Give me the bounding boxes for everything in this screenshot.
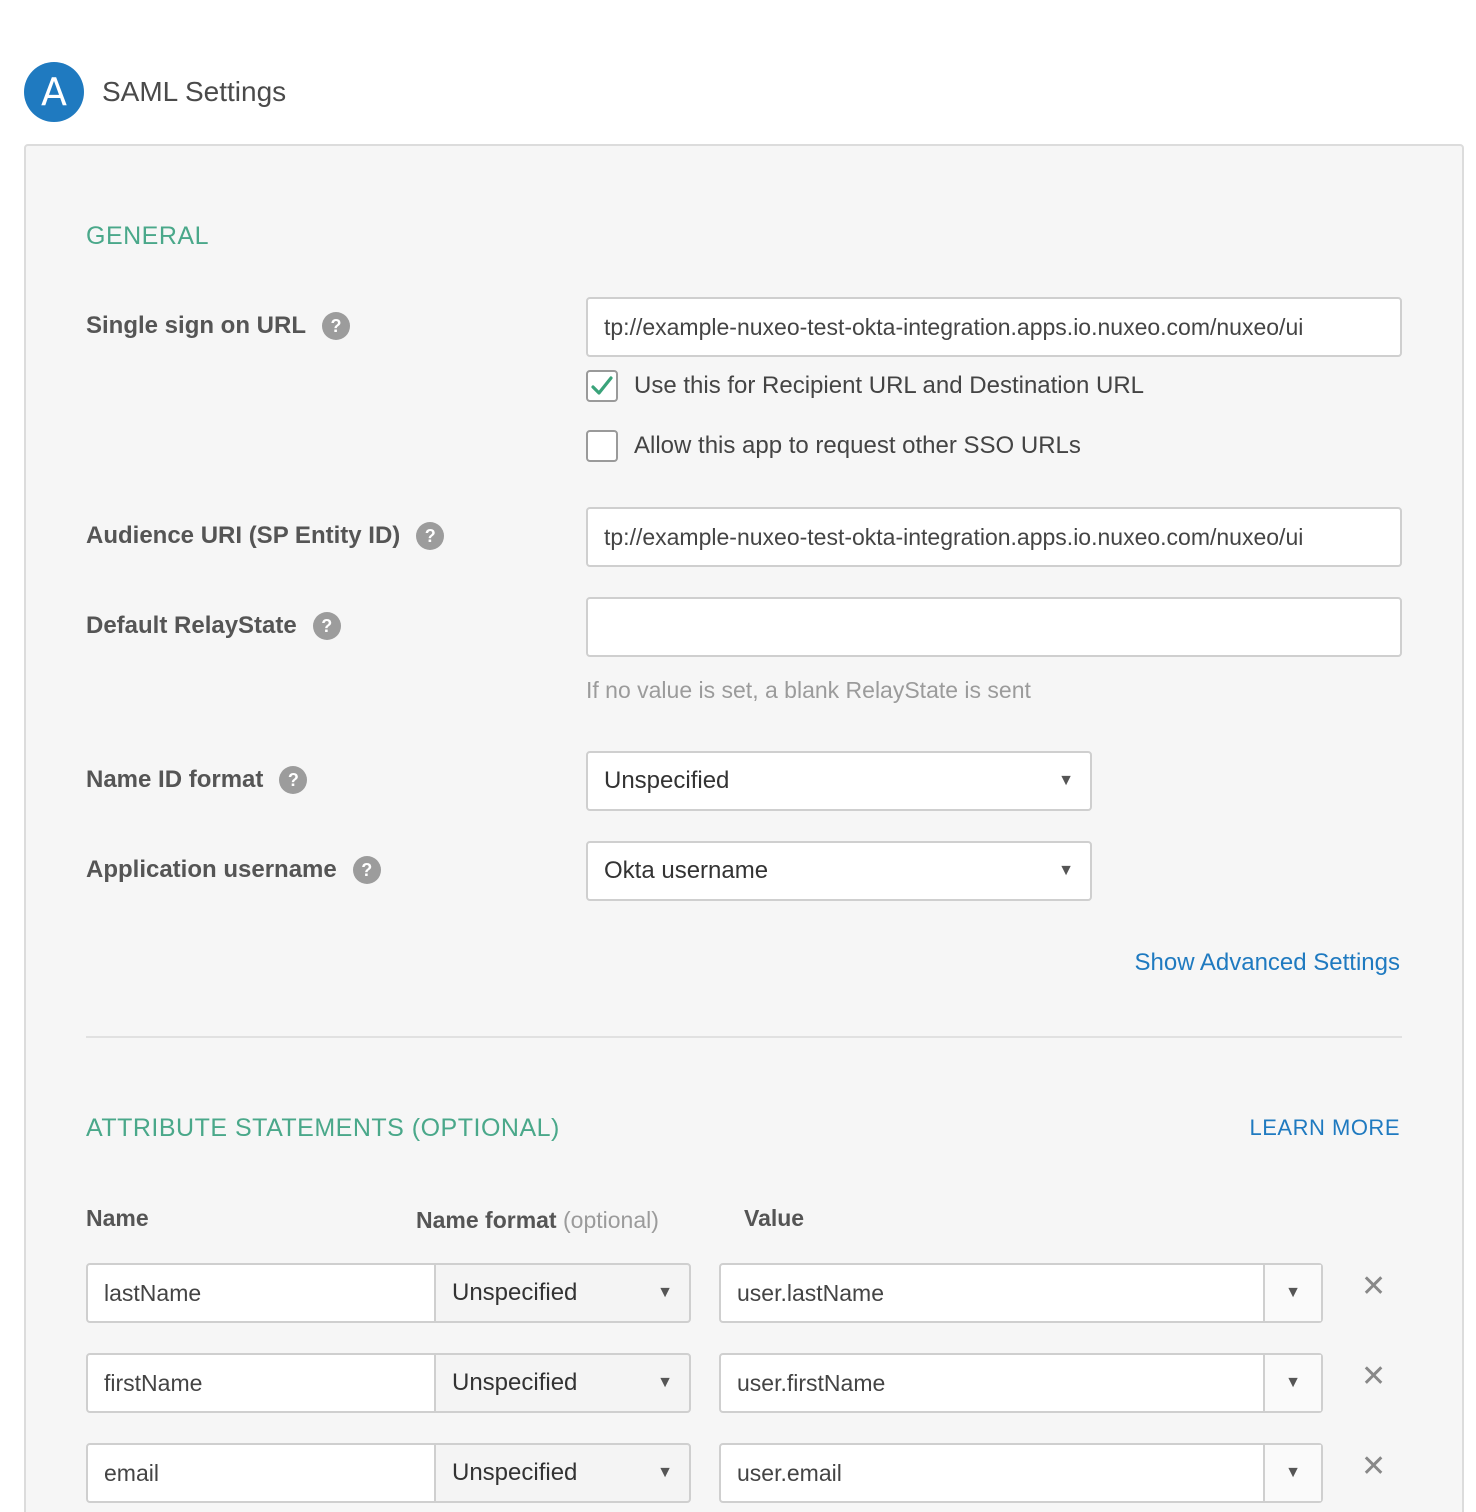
question-circle-icon[interactable]: ? — [353, 856, 381, 884]
chevron-down-icon: ▼ — [657, 1464, 673, 1481]
sso-url-label: Single sign on URL ? — [86, 312, 350, 340]
app-username-select[interactable]: Okta username ▼ — [586, 841, 1092, 901]
col-header-name: Name — [86, 1205, 149, 1231]
attribute-value-text[interactable]: user.lastName — [737, 1279, 885, 1306]
use-for-recipient-label: Use this for Recipient URL and Destination URL — [634, 372, 1145, 399]
close-icon[interactable]: ✕ — [1361, 1449, 1387, 1484]
attribute-format-select[interactable]: Unspecified ▼ — [434, 1443, 691, 1503]
table-row — [86, 1263, 1426, 1323]
chevron-down-icon: ▼ — [1058, 862, 1074, 879]
close-icon[interactable]: ✕ — [1361, 1359, 1387, 1394]
allow-other-sso-checkbox[interactable] — [586, 430, 618, 462]
learn-more-link[interactable]: LEARN MORE — [1249, 1115, 1400, 1140]
page-title: SAML Settings — [102, 76, 287, 107]
chevron-down-icon: ▼ — [657, 1284, 673, 1301]
use-for-recipient-row[interactable] — [586, 370, 1144, 402]
allow-other-sso-label: Allow this app to request other SSO URLs — [634, 432, 1081, 459]
name-id-format-select[interactable]: Unspecified ▼ — [586, 751, 1092, 811]
attribute-name-input[interactable]: email — [86, 1443, 436, 1503]
relay-state-input[interactable] — [586, 597, 1402, 657]
saml-settings-panel — [24, 144, 1464, 1512]
question-circle-icon[interactable]: ? — [322, 312, 350, 340]
attributes-section-title: ATTRIBUTE STATEMENTS (OPTIONAL) — [86, 1114, 560, 1142]
section-divider — [86, 1036, 1402, 1038]
attribute-name-input[interactable]: lastName — [86, 1263, 436, 1323]
step-badge: A — [24, 62, 84, 122]
table-row — [86, 1353, 1426, 1413]
relay-state-hint: If no value is set, a blank RelayState is sent — [586, 677, 1031, 703]
attribute-value-combobox[interactable] — [719, 1263, 1323, 1323]
chevron-down-icon[interactable]: ▼ — [1263, 1265, 1321, 1321]
chevron-down-icon: ▼ — [1058, 772, 1074, 789]
question-circle-icon[interactable]: ? — [279, 766, 307, 794]
attribute-value-text[interactable]: user.email — [737, 1459, 842, 1486]
col-header-format: Name format (optional) — [416, 1207, 659, 1233]
show-advanced-settings-link[interactable]: Show Advanced Settings — [1134, 949, 1400, 976]
general-section-title: GENERAL — [86, 222, 209, 250]
chevron-down-icon: ▼ — [657, 1374, 673, 1391]
attribute-value-text[interactable]: user.firstName — [737, 1369, 886, 1396]
attribute-format-select[interactable]: Unspecified ▼ — [434, 1263, 691, 1323]
chevron-down-icon[interactable]: ▼ — [1263, 1445, 1321, 1501]
col-header-value: Value — [744, 1205, 805, 1231]
attribute-value-combobox[interactable] — [719, 1353, 1323, 1413]
sso-url-input[interactable]: tp://example-nuxeo-test-okta-integration.apps.io.nuxeo.com/nuxeo/ui — [586, 297, 1402, 357]
table-row — [86, 1443, 1426, 1503]
app-username-label: Application username ? — [86, 856, 381, 884]
page-header — [24, 62, 286, 122]
use-for-recipient-checkbox[interactable] — [586, 370, 618, 402]
question-circle-icon[interactable]: ? — [313, 612, 341, 640]
attribute-name-input[interactable]: firstName — [86, 1353, 436, 1413]
question-circle-icon[interactable]: ? — [416, 522, 444, 550]
relay-state-label: Default RelayState ? — [86, 612, 341, 640]
attribute-format-select[interactable]: Unspecified ▼ — [434, 1353, 691, 1413]
close-icon[interactable]: ✕ — [1361, 1269, 1387, 1304]
audience-uri-input[interactable]: tp://example-nuxeo-test-okta-integration.apps.io.nuxeo.com/nuxeo/ui — [586, 507, 1402, 567]
name-id-format-label: Name ID format ? — [86, 766, 307, 794]
chevron-down-icon[interactable]: ▼ — [1263, 1355, 1321, 1411]
allow-other-sso-row[interactable] — [586, 430, 1081, 462]
check-icon — [588, 372, 616, 400]
attribute-value-combobox[interactable] — [719, 1443, 1323, 1503]
audience-uri-label: Audience URI (SP Entity ID) ? — [86, 522, 444, 550]
